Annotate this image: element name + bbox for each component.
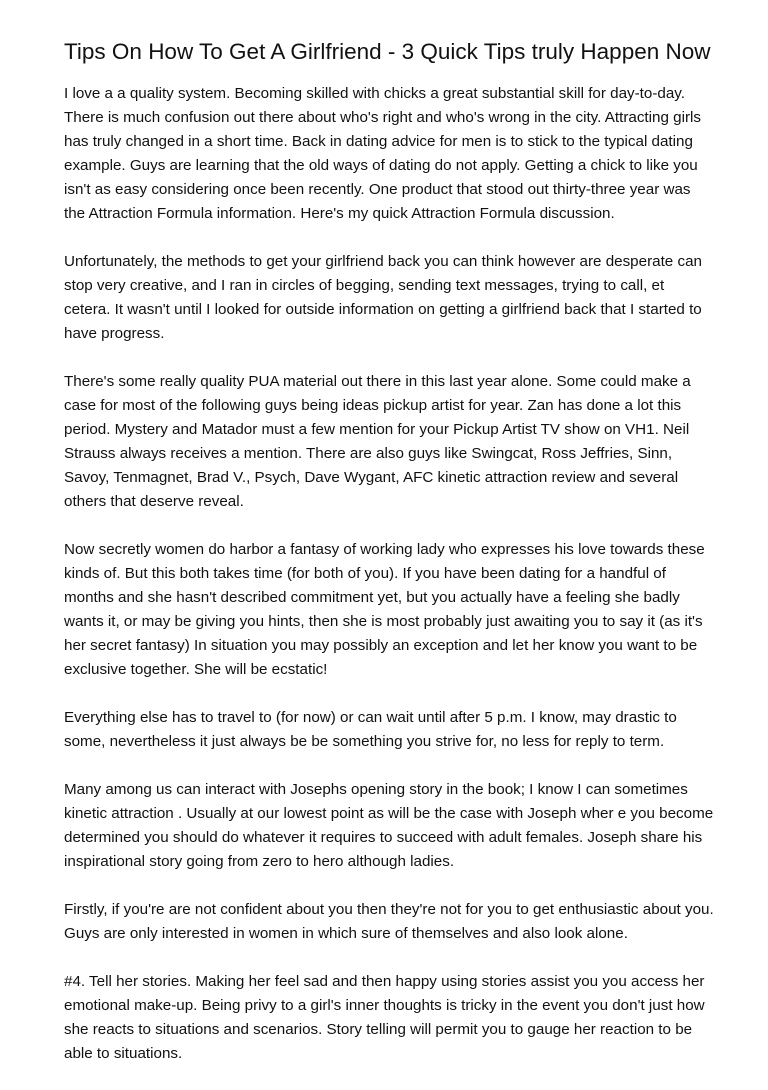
- paragraph-3: There's some really quality PUA material out there in this last year alone. Some could make a case for most of the following guys being ideas pickup artist for year. Zan has done a lot this period. Mystery and Matador must a few mention for your Pickup Artist TV show on VH1. Neil Strauss always receives a mention. There are also guys like Swingcat, Ross Jeffries, Sinn, Savoy, Tenmagnet, Brad V., Psych, Dave Wygant, AFC kinetic attraction review and several others that deserve reveal.: [64, 373, 691, 510]
- document-page: [64, 40, 714, 1090]
- paragraph-1: I love a a quality system. Becoming skilled with chicks a great substantial skill for day-to-day. There is much confusion out there about who's right and who's wrong in the city. Attracting girls has truly changed in a short time. Back in dating advice for men is to stick to the typical dating example. Guys are learning that the old ways of dating do not apply. Getting a chick to like you isn't as easy considering once been recently. One product that stood out thirty-three year was the Attraction Formula information. Here's my quick Attraction Formula discussion.: [64, 85, 701, 222]
- paragraph-6: Many among us can interact with Josephs opening story in the book; I know I can sometimes kinetic attraction . Usually at our lowest point as will be the case with Joseph wher e you become determined you should do whatever it requires to succeed with adult females. Joseph share his inspirational story going from zero to hero although ladies.: [64, 781, 714, 870]
- paragraph-2: Unfortunately, the methods to get your girlfriend back you can think however are desperate can stop very creative, and I ran in circles of begging, sending text messages, trying to call, et cetera. It wasn't until I looked for outside information on getting a girlfriend back that I started to have progress.: [64, 253, 702, 342]
- paragraph-4: Now secretly women do harbor a fantasy of working lady who expresses his love towards these kinds of. But this both takes time (for both of you). If you have been dating for a handful of months and she hasn't described commitment yet, but you actually have a feeling she badly wants it, or may be giving you hints, then she is most probably just awaiting you to say it (as it's her secret fantasy) In situation you may possibly an exception and let her know you want to be exclusive together. She will be ecstatic!: [64, 541, 705, 678]
- paragraph-8: #4. Tell her stories. Making her feel sad and then happy using stories assist you you access her emotional make-up. Being privy to a girl's inner thoughts is tricky in the event you don't just how she reacts to situations and scenarios. Story telling will permit you to gauge her reaction to be able to situations.: [64, 973, 705, 1062]
- document-title: Tips On How To Get A Girlfriend - 3 Quick Tips truly Happen Now: [64, 39, 711, 64]
- paragraph-7: Firstly, if you're are not confident about you then they're not for you to get enthusiastic about you. Guys are only interested in women in which sure of themselves and also look alone.: [64, 901, 714, 942]
- paragraph-5: Everything else has to travel to (for now) or can wait until after 5 p.m. I know, may drastic to some, nevertheless it just always be be something you strive for, no less for reply to term.: [64, 709, 677, 750]
